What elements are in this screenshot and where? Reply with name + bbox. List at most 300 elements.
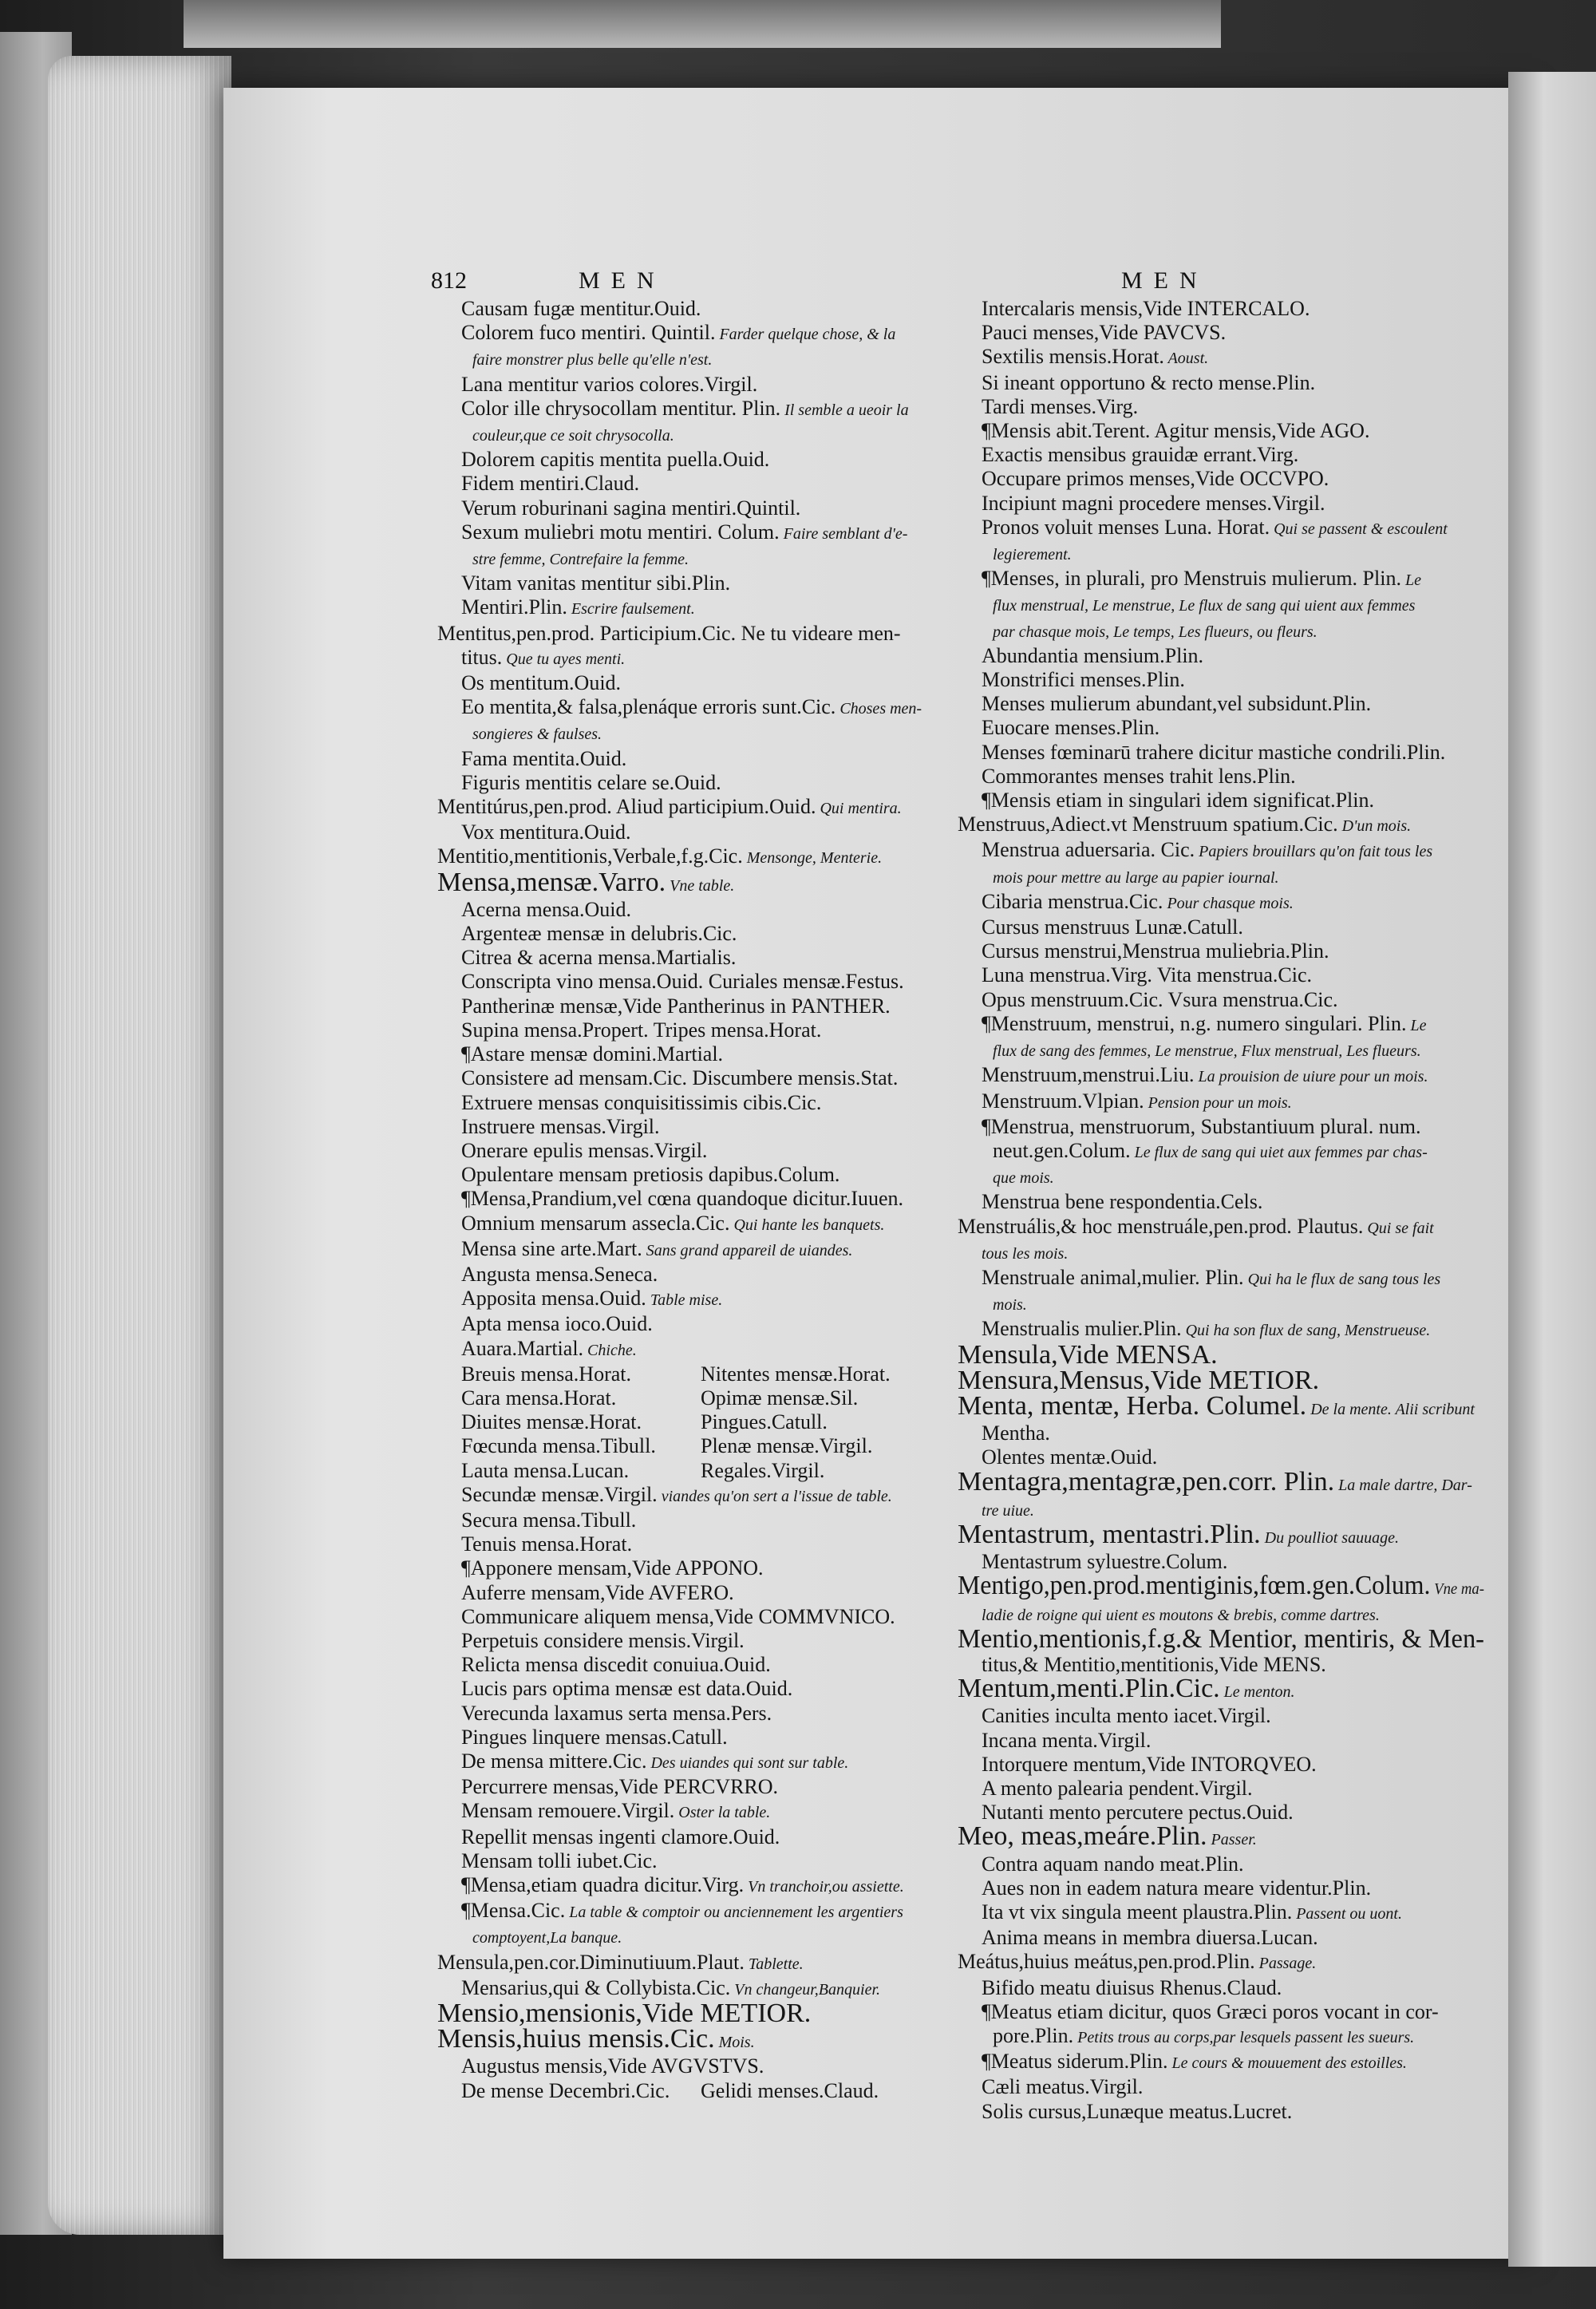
entry-text: Canities inculta mento iacet.Virgil. xyxy=(982,1704,1271,1728)
entry-text: Relicta mensa discedit conuiua.Ouid. xyxy=(461,1653,771,1677)
dictionary-line xyxy=(958,345,1484,370)
dictionary-line xyxy=(958,297,1484,321)
entry-text: Anima means in membra diuersa.Lucan. xyxy=(982,1926,1318,1950)
french-gloss: La prouision de uiure pour un mois. xyxy=(1194,1068,1428,1086)
entry-text: Breuis mensa.Horat. xyxy=(461,1362,632,1386)
entry-text: ¶Mensis abit.Terent. Agitur mensis,Vide AGO. xyxy=(982,419,1370,443)
dictionary-line xyxy=(437,1312,948,1336)
entry-text: Menstrua bene respondentia.Cels. xyxy=(982,1190,1263,1214)
french-gloss: Passage. xyxy=(1254,1955,1317,1973)
french-gloss: Sans grand appareil de uiandes. xyxy=(642,1241,853,1259)
entry-text: Aues non in eadem natura meare videntur.Plin. xyxy=(982,1876,1372,1900)
entry-text: Menstrualis mulier.Plin. xyxy=(982,1317,1182,1341)
dictionary-line xyxy=(958,716,1484,740)
entry-text: Fama mentita.Ouid. xyxy=(461,746,627,770)
entry-text: Consistere ad mensam.Cic. Discumbere mensis.Stat. xyxy=(461,1066,899,1090)
dictionary-line xyxy=(437,1018,948,1042)
french-gloss: Du poulliot sauuage. xyxy=(1260,1528,1399,1547)
entry-text-second: Gelidi menses.Claud. xyxy=(701,2078,879,2102)
dictionary-line xyxy=(958,1777,1484,1801)
entry-text: Vox mentitura.Ouid. xyxy=(461,820,631,844)
french-gloss: La table & comptoir ou anciennement les argentiers xyxy=(565,1904,903,1922)
entry-text: Menstruális,& hoc menstruále,pen.prod. Plautus. xyxy=(958,1214,1364,1238)
entry-text: Mensarius,qui & Collybista.Cic. xyxy=(461,1975,731,1999)
french-gloss: mois. xyxy=(993,1296,1027,1315)
french-gloss: viandes qu'on sert a l'issue de table. xyxy=(657,1487,892,1505)
dictionary-line xyxy=(958,321,1484,345)
french-gloss: Oster la table. xyxy=(674,1804,771,1822)
dictionary-line xyxy=(958,2100,1484,2124)
entry-text: Instruere mensas.Virgil. xyxy=(461,1114,660,1138)
facing-page-edge xyxy=(1508,72,1596,2267)
dictionary-line xyxy=(437,397,948,422)
entry-text: ¶Menstrua, menstruorum, Substantiuum plural. num. xyxy=(982,1114,1421,1138)
dictionary-line xyxy=(437,1605,948,1629)
entry-text: Fœcunda mensa.Tibull. xyxy=(461,1434,656,1458)
entry-text: Cursus menstruus Lunæ.Catull. xyxy=(982,915,1243,939)
entry-text: ¶Meatus siderum.Plin. xyxy=(982,2050,1168,2074)
dictionary-line xyxy=(958,644,1484,668)
entry-text: Onerare epulis mensas.Virgil. xyxy=(461,1138,708,1162)
dictionary-line xyxy=(958,619,1484,644)
entry-text: Mentha. xyxy=(982,1421,1050,1445)
dictionary-line xyxy=(437,448,948,472)
dictionary-line xyxy=(958,864,1484,890)
dictionary-line xyxy=(437,1899,948,1924)
dictionary-line xyxy=(958,2000,1484,2024)
entry-text: Euocare menses.Plin. xyxy=(982,716,1160,740)
entry-text: Augustus mensis,Vide AVGVSTVS. xyxy=(461,2054,764,2078)
dictionary-line xyxy=(437,1556,948,1580)
entry-text: ¶Mensa,etiam quadra dicitur.Virg. xyxy=(461,1873,745,1896)
entry-text: Sextilis mensis.Horat. xyxy=(982,345,1164,369)
entry-text: Mensula,pen.cor.Diminutiuum.Plaut. xyxy=(437,1950,745,1974)
dictionary-line xyxy=(437,2079,948,2103)
entry-text: Mentitio,mentitionis,Verbale,f.g.Cic. xyxy=(437,844,743,868)
entry-text: Cursus menstrui,Menstrua muliebria.Plin. xyxy=(982,939,1329,963)
dictionary-line xyxy=(437,1362,948,1386)
dictionary-line xyxy=(437,1483,948,1508)
french-gloss: Qui ha le flux de sang tous les xyxy=(1243,1270,1441,1288)
dictionary-line xyxy=(437,373,948,397)
french-gloss: Tablette. xyxy=(744,1955,804,1973)
dictionary-line xyxy=(958,1012,1484,1038)
entry-text: Ita vt vix singula meent plaustra.Plin. xyxy=(982,1900,1293,1924)
dictionary-line xyxy=(437,1237,948,1263)
dictionary-line xyxy=(958,467,1484,491)
entry-text: Menses mulierum abundant,vel subsidunt.Plin. xyxy=(982,692,1372,716)
entry-text: Menstruum,menstrui.Liu. xyxy=(982,1063,1195,1087)
entry-text: pore.Plin. xyxy=(993,2024,1074,2048)
entry-text: Intorquere mentum,Vide INTORQVEO. xyxy=(982,1752,1317,1776)
right-column xyxy=(958,297,1484,2124)
entry-text: Pingues linquere mensas.Catull. xyxy=(461,1725,728,1749)
entry-text: ¶Mensa.Cic. xyxy=(461,1899,566,1923)
entry-text: Mensam remouere.Virgil. xyxy=(461,1799,675,1823)
french-gloss: faire monstrer plus belle qu'elle n'est. xyxy=(472,351,713,370)
entry-text: Pantherinæ mensæ,Vide Pantherinus in PANTHER. xyxy=(461,994,891,1018)
dictionary-line xyxy=(437,595,948,621)
dictionary-line xyxy=(958,516,1484,541)
french-gloss: songieres & faulses. xyxy=(472,726,602,744)
entry-text: Sexum muliebri motu mentiri. Colum. xyxy=(461,520,780,544)
dictionary-line xyxy=(437,1139,948,1163)
entry-text: ¶Meatus etiam dicitur, quos Græci poros vocant in cor- xyxy=(982,1999,1439,2023)
dictionary-line xyxy=(437,520,948,546)
entry-text: ¶Menstruum, menstrui, n.g. numero singulari. Plin. xyxy=(982,1011,1407,1035)
french-gloss: Aoust. xyxy=(1163,350,1209,368)
entry-text: Mensula,Vide MENSA. xyxy=(958,1339,1218,1370)
dictionary-line xyxy=(437,1653,948,1677)
entry-text: Nutanti mento percutere pectus.Ouid. xyxy=(982,1801,1294,1825)
french-gloss: Vne table. xyxy=(666,876,735,895)
dictionary-line xyxy=(437,1212,948,1237)
dictionary-line xyxy=(958,1674,1484,1704)
french-gloss: Papiers brouillars qu'on fait tous les xyxy=(1195,843,1433,861)
dictionary-line xyxy=(958,1623,1484,1654)
french-gloss: Table mise. xyxy=(646,1291,723,1310)
dictionary-line xyxy=(437,1091,948,1115)
french-gloss: couleur,que ce soit chrysocolla. xyxy=(472,427,674,445)
dictionary-line xyxy=(437,771,948,795)
french-gloss: Qui ha son flux de sang, Menstrueuse. xyxy=(1181,1322,1431,1340)
french-gloss: Que tu ayes menti. xyxy=(502,650,626,668)
french-gloss: Petits trous au corps,par lesquels passent les sueurs. xyxy=(1073,2029,1415,2047)
dictionary-line xyxy=(437,1163,948,1187)
right-running-header: MEN xyxy=(1121,267,1208,294)
entry-text: Verum roburinani sagina mentiri.Quintil. xyxy=(461,496,801,520)
dictionary-line xyxy=(437,922,948,946)
dictionary-line xyxy=(958,1571,1484,1601)
entry-text: Lana mentitur varios colores.Virgil. xyxy=(461,372,758,396)
entry-text: Secundæ mensæ.Virgil. xyxy=(461,1482,658,1506)
dictionary-line xyxy=(958,1115,1484,1139)
dictionary-line xyxy=(437,1042,948,1066)
dictionary-line xyxy=(437,472,948,496)
entry-text: titus,& Mentitio,mentitionis,Vide MENS. xyxy=(982,1652,1326,1676)
entry-text: Citrea & acerna mensa.Martialis. xyxy=(461,946,737,970)
dictionary-line xyxy=(958,567,1484,592)
left-running-header: MEN xyxy=(579,267,666,294)
entry-text: Dolorem capitis mentita puella.Ouid. xyxy=(461,448,770,472)
dictionary-line xyxy=(958,1266,1484,1291)
french-gloss: flux de sang des femmes, Le menstrue, Flux menstrual, Les flueurs. xyxy=(993,1042,1421,1061)
french-gloss: legierement. xyxy=(993,546,1072,564)
entry-text: Olentes mentæ.Ouid. xyxy=(982,1445,1158,1469)
french-gloss: flux menstrual, Le menstrue, Le flux de sang qui uient aux femmes xyxy=(993,597,1416,615)
entry-text: Os mentitum.Ouid. xyxy=(461,671,622,695)
dictionary-line xyxy=(958,592,1484,618)
entry-text: Secura mensa.Tibull. xyxy=(461,1508,637,1532)
dictionary-line xyxy=(437,946,948,970)
dictionary-line xyxy=(958,1753,1484,1777)
dictionary-line xyxy=(437,1410,948,1434)
dictionary-line xyxy=(958,963,1484,987)
entry-text: Diuites mensæ.Horat. xyxy=(461,1410,642,1434)
french-gloss: Pour chasque mois. xyxy=(1163,894,1294,912)
dictionary-line xyxy=(437,297,948,321)
entry-text: Mentagra,mentagræ,pen.corr. Plin. xyxy=(958,1466,1335,1497)
dictionary-line xyxy=(958,1821,1484,1852)
entry-text: Abundantia mensium.Plin. xyxy=(982,643,1204,667)
entry-text: Cara mensa.Horat. xyxy=(461,1386,617,1410)
dictionary-line xyxy=(958,395,1484,419)
dictionary-line xyxy=(437,1434,948,1458)
dictionary-line xyxy=(437,994,948,1018)
dictionary-line xyxy=(958,1089,1484,1115)
entry-text-second: Pingues.Catull. xyxy=(701,1410,828,1434)
dictionary-line xyxy=(437,571,948,595)
french-gloss: La male dartre, Dar- xyxy=(1334,1476,1472,1494)
french-gloss: Chiche. xyxy=(583,1341,637,1359)
entry-text: Luna menstrua.Virg. Vita menstrua.Cic. xyxy=(982,963,1312,987)
dictionary-line xyxy=(958,541,1484,567)
entry-text: Vitam vanitas mentitur sibi.Plin. xyxy=(461,571,731,595)
french-gloss: Passent ou uont. xyxy=(1292,1905,1402,1923)
entry-text: Omnium mensarum assecla.Cic. xyxy=(461,1211,730,1235)
entry-text: Exactis mensibus grauidæ errant.Virg. xyxy=(982,443,1299,467)
entry-text: titus. xyxy=(461,645,503,669)
dictionary-line xyxy=(958,1950,1484,1975)
french-gloss: Qui mentira. xyxy=(816,800,902,818)
dictionary-line xyxy=(437,1702,948,1726)
dictionary-line xyxy=(437,422,948,448)
dictionary-line xyxy=(437,1386,948,1410)
french-gloss: par chasque mois, Le temps, Les flueurs, ou fleurs. xyxy=(993,623,1317,641)
page-number: 812 xyxy=(431,267,467,294)
entry-text: ¶Menses, in plurali, pro Menstruis mulierum. Plin. xyxy=(982,567,1401,591)
dictionary-line xyxy=(958,765,1484,789)
dictionary-line xyxy=(958,1466,1484,1497)
entry-text: Angusta mensa.Seneca. xyxy=(461,1262,658,1286)
dictionary-line xyxy=(437,1825,948,1849)
dictionary-line xyxy=(437,1677,948,1701)
dictionary-line xyxy=(958,1421,1484,1445)
entry-text: Menstruale animal,mulier. Plin. xyxy=(982,1265,1244,1289)
dictionary-line xyxy=(958,492,1484,516)
french-gloss: Qui se fait xyxy=(1363,1219,1434,1237)
entry-text: Mensura,Mensus,Vide METIOR. xyxy=(958,1365,1320,1395)
entry-text: Menstrua aduersaria. Cic. xyxy=(982,838,1195,862)
left-column xyxy=(437,297,948,2103)
entry-text: Opus menstruum.Cic. Vsura menstrua.Cic. xyxy=(982,987,1338,1011)
dictionary-line xyxy=(437,1750,948,1775)
entry-text: Mensio,mensionis,Vide METIOR. xyxy=(437,1999,812,2029)
dictionary-line xyxy=(958,890,1484,915)
dictionary-line xyxy=(437,1581,948,1605)
entry-text: Communicare aliquem mensa,Vide COMMVNICO. xyxy=(461,1604,895,1628)
entry-text: Bifido meatu diuisus Rhenus.Claud. xyxy=(982,1975,1282,1999)
entry-text: Menstruus,Adiect.vt Menstruum spatium.Cic. xyxy=(958,812,1338,836)
entry-text: Incana menta.Virgil. xyxy=(982,1728,1152,1752)
entry-text: Meátus,huius meátus,pen.prod.Plin. xyxy=(958,1950,1255,1974)
french-gloss: Vn tranchoir,ou assiette. xyxy=(744,1878,904,1896)
dictionary-line xyxy=(958,988,1484,1012)
dictionary-line xyxy=(437,1951,948,1976)
entry-text: Occupare primos menses,Vide OCCVPO. xyxy=(982,467,1329,491)
entry-text: Apta mensa ioco.Ouid. xyxy=(461,1312,653,1336)
entry-text: Menses fœminarū trahere dicitur mastiche condrili.Plin. xyxy=(982,740,1446,764)
french-gloss: Vn changeur,Banquier. xyxy=(730,1980,881,1999)
entry-text: Mentiri.Plin. xyxy=(461,595,567,619)
entry-text: Tenuis mensa.Horat. xyxy=(461,1532,633,1556)
dictionary-line xyxy=(958,789,1484,812)
french-gloss: ladie de roigne qui uient es moutons & brebis, comme dartres. xyxy=(982,1606,1380,1624)
french-gloss: Farder quelque chose, & la xyxy=(715,326,896,344)
entry-text: Repellit mensas ingenti clamore.Ouid. xyxy=(461,1825,780,1848)
dictionary-line xyxy=(958,939,1484,963)
entry-text: neut.gen.Colum. xyxy=(993,1138,1131,1162)
french-gloss: Pension pour un mois. xyxy=(1144,1093,1292,1112)
dictionary-line xyxy=(437,695,948,721)
dictionary-line xyxy=(958,1164,1484,1190)
dictionary-line xyxy=(958,1063,1484,1089)
dictionary-line xyxy=(958,1390,1484,1421)
dictionary-line xyxy=(437,1187,948,1211)
french-gloss: Des uiandes qui sont sur table. xyxy=(646,1753,849,1772)
entry-text: Si ineant opportuno & recto mense.Plin. xyxy=(982,370,1316,394)
dictionary-line xyxy=(958,1215,1484,1240)
dictionary-line xyxy=(437,1508,948,1532)
dictionary-line xyxy=(437,1873,948,1899)
dictionary-line xyxy=(958,2024,1484,2050)
entry-text: Fidem mentiri.Claud. xyxy=(461,472,640,496)
dictionary-line xyxy=(437,2024,948,2054)
entry-text: Figuris mentitis celare se.Ouid. xyxy=(461,770,721,794)
dictionary-line xyxy=(437,622,948,646)
entry-text: Pauci menses,Vide PAVCVS. xyxy=(982,321,1227,345)
dictionary-line xyxy=(437,546,948,571)
entry-text: Contra aquam nando meat.Plin. xyxy=(982,1852,1244,1876)
book-top-edge xyxy=(184,0,1221,48)
entry-text: Colorem fuco mentiri. Quintil. xyxy=(461,321,716,345)
dictionary-line xyxy=(958,1900,1484,1926)
entry-text: Mentio,mentionis,f.g.& Mentior, mentiris, & Men- xyxy=(958,1623,1484,1654)
french-gloss: D'un mois. xyxy=(1337,817,1412,836)
french-gloss: que mois. xyxy=(993,1169,1054,1188)
entry-text: Incipiunt magni procedere menses.Virgil. xyxy=(982,491,1325,515)
entry-text: Auara.Martial. xyxy=(461,1336,584,1360)
dictionary-line xyxy=(958,443,1484,467)
french-gloss: Faire semblant d'e- xyxy=(779,524,908,543)
entry-text: Extruere mensas conquisitissimis cibis.Cic. xyxy=(461,1090,822,1114)
french-gloss: mois pour mettre au large au papier iournal. xyxy=(993,868,1279,887)
dictionary-line xyxy=(958,838,1484,864)
dictionary-line xyxy=(958,1704,1484,1728)
french-gloss: stre femme, Contrefaire la femme. xyxy=(472,551,689,569)
french-gloss: tous les mois. xyxy=(982,1244,1069,1263)
dictionary-line xyxy=(958,1038,1484,1063)
french-gloss: De la mente. Alii scribunt xyxy=(1306,1400,1475,1418)
french-gloss: Mois. xyxy=(714,2034,755,2052)
dictionary-line xyxy=(437,496,948,520)
dictionary-line xyxy=(958,2050,1484,2075)
dictionary-line xyxy=(437,1337,948,1362)
dictionary-line xyxy=(437,721,948,746)
dictionary-line xyxy=(958,668,1484,692)
dictionary-line xyxy=(437,970,948,994)
entry-text: Lucis pars optima mensæ est data.Ouid. xyxy=(461,1677,793,1701)
dictionary-line xyxy=(437,1115,948,1139)
french-gloss: Mensonge, Menterie. xyxy=(742,849,883,868)
dictionary-line xyxy=(958,371,1484,395)
french-gloss: Le menton. xyxy=(1219,1683,1295,1702)
entry-text: Menta, mentæ, Herba. Columel. xyxy=(958,1390,1307,1421)
entry-text: ¶Mensis etiam in singulari idem significat.Plin. xyxy=(982,789,1375,812)
dictionary-line xyxy=(437,1287,948,1312)
dictionary-line xyxy=(437,898,948,922)
entry-text: Supina mensa.Propert. Tripes mensa.Horat. xyxy=(461,1018,822,1042)
dictionary-line xyxy=(958,1729,1484,1753)
entry-text: Mensis,huius mensis.Cic. xyxy=(437,2024,715,2054)
entry-text: Mentigo,pen.prod.mentiginis,fœm.gen.Colum. xyxy=(958,1571,1431,1601)
dictionary-line xyxy=(958,2075,1484,2099)
french-gloss: tre uiue. xyxy=(982,1501,1034,1520)
entry-text: Intercalaris mensis,Vide INTERCALO. xyxy=(982,297,1310,320)
dictionary-line xyxy=(437,1924,948,1950)
dictionary-line xyxy=(437,646,948,671)
dictionary-line xyxy=(437,1532,948,1556)
entry-text: Perpetuis considere mensis.Virgil. xyxy=(461,1628,745,1652)
french-gloss: Qui hante les banquets. xyxy=(729,1216,885,1234)
dictionary-line xyxy=(958,1139,1484,1164)
dictionary-line xyxy=(437,1775,948,1799)
stacked-page-edges xyxy=(48,56,231,2235)
entry-text: Mensam tolli iubet.Cic. xyxy=(461,1848,658,1872)
entry-text-second: Regales.Virgil. xyxy=(701,1458,825,1482)
french-gloss: Il semble a ueoir la xyxy=(780,401,909,419)
entry-text: Mentum,menti.Plin.Cic. xyxy=(958,1674,1220,1704)
entry-text: Meo, meas,meáre.Plin. xyxy=(958,1821,1207,1852)
entry-text: Argenteæ mensæ in delubris.Cic. xyxy=(461,922,737,946)
entry-text: De mense Decembri.Cic. xyxy=(461,2078,670,2102)
dictionary-line xyxy=(437,2054,948,2078)
entry-text: Apposita mensa.Ouid. xyxy=(461,1287,646,1311)
dictionary-line xyxy=(437,1459,948,1483)
entry-text: Percurrere mensas,Vide PERCVRRO. xyxy=(461,1775,779,1799)
french-gloss: Passer. xyxy=(1207,1831,1257,1849)
entry-text: Causam fugæ mentitur.Ouid. xyxy=(461,297,701,320)
dictionary-line xyxy=(437,1799,948,1825)
entry-text: Commorantes menses trahit lens.Plin. xyxy=(982,764,1296,788)
dictionary-line xyxy=(437,1726,948,1750)
entry-text: Tardi menses.Virg. xyxy=(982,394,1139,418)
entry-text: Solis cursus,Lunæque meatus.Lucret. xyxy=(982,2099,1293,2123)
french-gloss: Le flux de sang qui uiet aux femmes par chas- xyxy=(1130,1143,1428,1161)
french-gloss: Le xyxy=(1406,1016,1427,1034)
dictionary-line xyxy=(958,692,1484,716)
entry-text: ¶Apponere mensam,Vide APPONO. xyxy=(461,1556,764,1580)
dictionary-line xyxy=(437,867,948,898)
dictionary-line xyxy=(958,915,1484,939)
entry-text: Conscripta vino mensa.Ouid. Curiales mensæ.Festus. xyxy=(461,970,904,994)
dictionary-line xyxy=(958,419,1484,443)
french-gloss: comptoyent,La banque. xyxy=(472,1929,622,1947)
dictionary-line xyxy=(437,321,948,346)
entry-text: ¶Mensa,Prandium,vel cœna quandoque dicitur.Iuuen. xyxy=(461,1187,904,1211)
entry-text: Monstrifici menses.Plin. xyxy=(982,668,1185,692)
dictionary-line xyxy=(437,1066,948,1090)
dictionary-line xyxy=(437,820,948,844)
entry-text: Verecunda laxamus serta mensa.Pers. xyxy=(461,1701,772,1725)
entry-text: Mentitus,pen.prod. Participium.Cic. Ne tu videare men- xyxy=(437,621,901,645)
entry-text: Eo mentita,& falsa,plenáque erroris sunt.Cic. xyxy=(461,695,836,719)
dictionary-line xyxy=(437,671,948,695)
dictionary-line xyxy=(958,1876,1484,1900)
entry-text: Mensa sine arte.Mart. xyxy=(461,1236,642,1260)
dictionary-line xyxy=(958,1852,1484,1876)
french-gloss: Qui se passent & escoulent xyxy=(1270,520,1448,538)
